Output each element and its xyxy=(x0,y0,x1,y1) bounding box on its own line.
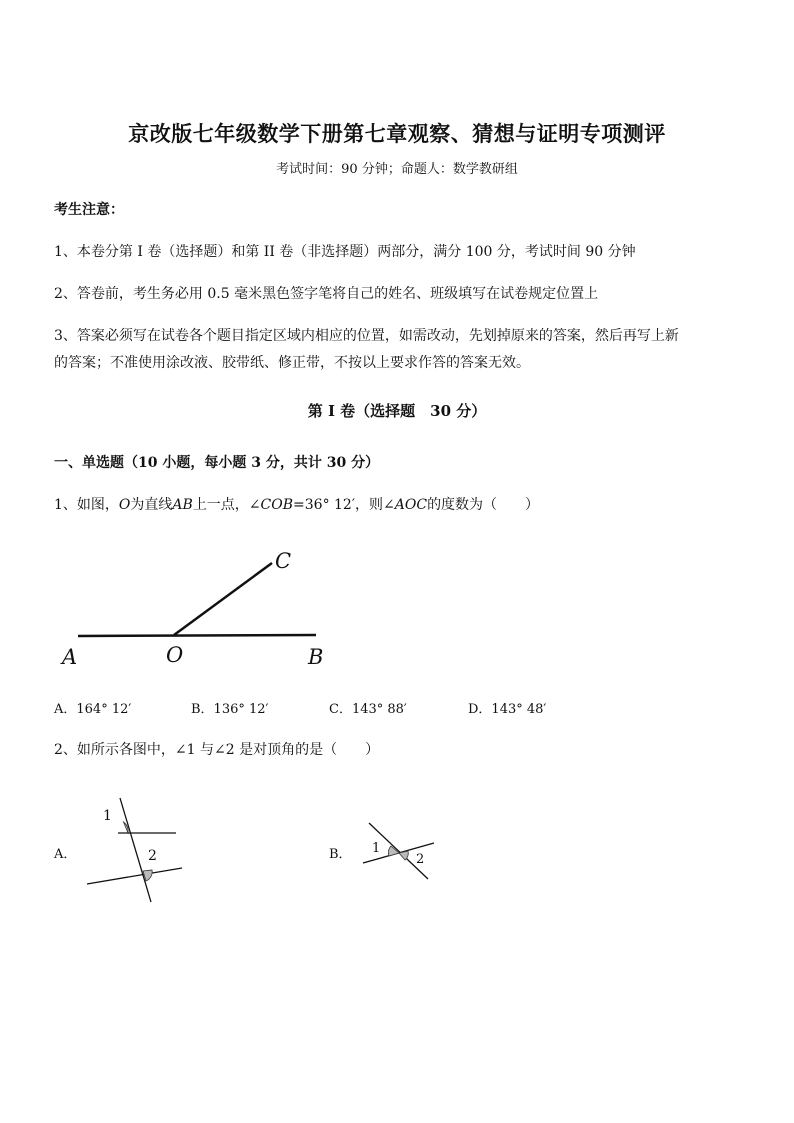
q1-mid3: =36° 12′，则∠ xyxy=(293,497,395,513)
q2-figure-a xyxy=(80,790,190,910)
q1-var-o: O xyxy=(118,497,131,513)
q2-option-b-label[interactable]: B． xyxy=(329,847,352,862)
notice-item-3-line-1: 3、答案必须写在试卷各个题目指定区域内相应的位置，如需改动，先划掉原来的答案，然后再写上新 xyxy=(54,328,679,344)
notice-item-3-line-2: 的答案；不准使用涂改液、胶带纸、修正带，不按以上要求作答的答案无效。 xyxy=(54,355,530,371)
notice-heading: 考生注意： xyxy=(54,202,124,218)
q1-var-cob: COB xyxy=(260,497,294,513)
fig-b-angle-1-arc xyxy=(388,846,399,856)
q1-option-b[interactable]: B．136° 12′ xyxy=(191,702,269,717)
line-ab xyxy=(78,635,316,636)
q2-option-a-label[interactable]: A． xyxy=(54,847,77,862)
notice-item-2: 2、答卷前，考生务必用 0.5 毫米黑色签字笔将自己的姓名、班级填写在试卷规定位置上 xyxy=(54,286,599,302)
label-o: O xyxy=(166,643,184,667)
fig-a-angle-2-label: 2 xyxy=(148,848,157,864)
q1-mid1: 为直线 xyxy=(130,497,173,513)
fig-a-transversal xyxy=(120,798,151,902)
q1-mid2: 上一点，∠ xyxy=(192,497,261,513)
fig-b-angle-1-label: 1 xyxy=(372,841,381,856)
label-c: C xyxy=(275,549,292,573)
q1-option-a[interactable]: A．164° 12′ xyxy=(54,702,132,717)
page-subtitle: 考试时间：90 分钟；命题人：数学教研组 xyxy=(276,162,518,177)
fig-b-angle-2-arc xyxy=(399,851,408,860)
page-title: 京改版七年级数学下册第七章观察、猜想与证明专项测评 xyxy=(128,121,666,146)
q1-option-c[interactable]: C．143° 88′ xyxy=(329,702,407,717)
question-1-figure xyxy=(50,538,350,673)
section-title: 第 I 卷（选择题 30 分） xyxy=(307,402,487,420)
fig-a-angle-1-label: 1 xyxy=(103,808,112,824)
question-2-text: 2、如所示各图中，∠1 与∠2 是对顶角的是（ ） xyxy=(54,742,380,758)
question-1-text xyxy=(54,494,539,514)
q2-figure-b xyxy=(355,815,445,887)
notice-item-1: 1、本卷分第 I 卷（选择题）和第 II 卷（非选择题）两部分，满分 100 分，考试时间 90 分钟 xyxy=(54,244,636,260)
fig-b-angle-2-label: 2 xyxy=(416,852,425,867)
ray-oc xyxy=(174,563,272,635)
q1-var-ab: AB xyxy=(172,497,193,513)
q1-suffix: 的度数为（ ） xyxy=(427,497,540,513)
q1-prefix: 1、如图， xyxy=(54,497,119,513)
label-b: B xyxy=(308,645,324,669)
label-a: A xyxy=(62,645,78,669)
q1-var-aoc: AOC xyxy=(394,497,428,513)
fig-a-bottom-line xyxy=(87,868,182,884)
q1-option-d[interactable]: D．143° 48′ xyxy=(468,702,547,717)
part-heading: 一、单选题（10 小题，每小题 3 分，共计 30 分） xyxy=(54,455,380,471)
